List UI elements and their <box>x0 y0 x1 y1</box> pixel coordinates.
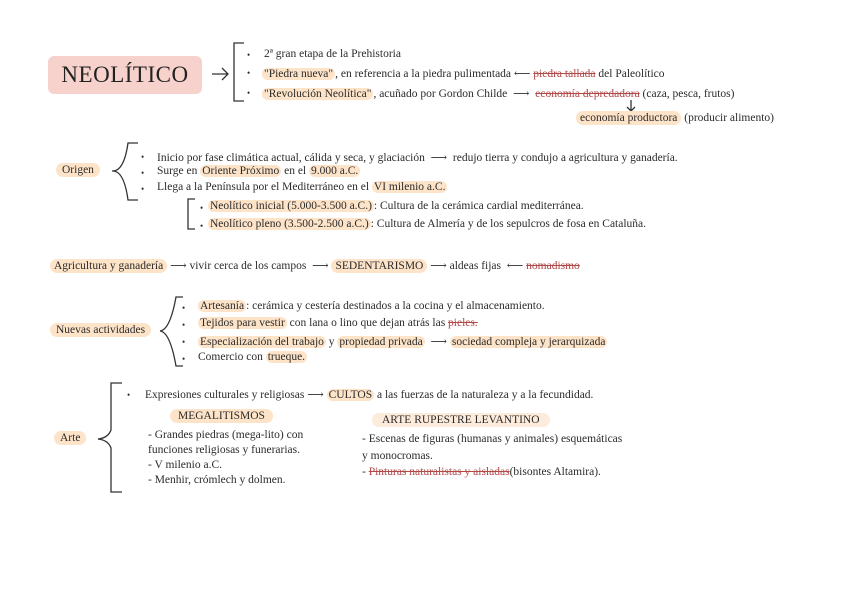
origen-sub-2: Neolítico pleno (3.500-2.500 a.C.) : Cultura de Almería y de los sepulcros de fosa en Cataluña. <box>210 218 647 230</box>
rupestre-title: ARTE RUPESTRE LEVANTINO <box>372 414 550 426</box>
bullet-icon: • <box>247 88 251 98</box>
bullet-icon: • <box>200 203 204 213</box>
tag-nuevas-actividades: Nuevas actividades <box>50 323 151 337</box>
highlight-revolucion: "Revolución Neolítica" <box>264 88 372 100</box>
tag-origen: Origen <box>56 163 100 177</box>
right-arrow-icon: ⟶ <box>510 88 533 100</box>
origen-line-3: Llega a la Península por el Mediterráneo en el VI milenio a.C. <box>157 181 446 193</box>
rupestre-line-3: - Pinturas naturalistas y aisladas(bisontes Altamira). <box>362 466 601 478</box>
bullet-icon: • <box>182 337 186 347</box>
megal-line-1: - Grandes piedras (mega-lito) con <box>148 429 304 441</box>
right-arrow-icon: ⟶ <box>430 260 447 272</box>
rupestre-line-1: - Escenas de figuras (humanas y animales) esquemáticas <box>362 433 623 445</box>
intro-brace <box>234 43 244 101</box>
right-arrow-icon: ⟶ <box>427 152 451 164</box>
origen-line-1: Inicio por fase climática actual, cálida y seca, y glaciación ⟶ redujo tierra y condujo a agricultura y ganadería. <box>157 152 678 164</box>
megal-line-3: - V milenio a.C. <box>148 459 223 471</box>
strike-piedra-tallada: piedra tallada <box>533 68 596 80</box>
tag-agricultura: Agricultura y ganadería <box>50 259 167 273</box>
nuevas-brace <box>160 297 186 366</box>
bullet-icon: • <box>182 303 186 313</box>
nuevas-line-4: Comercio con trueque. <box>198 351 306 363</box>
agricultura-line: Agricultura y ganadería ⟶ vivir cerca de los campos ⟶ SEDENTARISMO ⟶ aldeas fijas ⟵ nomadismo <box>50 258 580 272</box>
bullet-icon: • <box>182 320 186 330</box>
page-title: NEOLÍTICO <box>48 56 202 94</box>
left-arrow-icon: ⟵ <box>513 68 531 80</box>
megal-line-2: funciones religiosas y funerarias. <box>148 444 301 456</box>
highlight-piedra-nueva: "Piedra nueva" <box>264 68 334 80</box>
strike-economia-depredadora: economía depredadora <box>535 88 640 100</box>
arte-line-1: Expresiones culturales y religiosas ⟶ CULTOS a las fuerzas de la naturaleza y a la fecundidad. <box>145 389 594 401</box>
intro-line-1: 2ª gran etapa de la Prehistoria <box>264 48 401 60</box>
origen-line-2: Surge en Oriente Próximo en el 9.000 a.C. <box>157 165 359 177</box>
intro-line-2: "Piedra nueva" , en referencia a la piedra pulimentada ⟵ piedra tallada del Paleolítico <box>264 68 665 80</box>
economia-productora: economía productora (producir alimento) <box>576 112 774 124</box>
bullet-icon: • <box>247 50 251 60</box>
bullet-icon: • <box>141 184 145 194</box>
bullet-icon: • <box>247 68 251 78</box>
rupestre-line-2: y monocromas. <box>362 450 433 462</box>
right-arrow-icon: ⟶ <box>309 260 329 272</box>
intro-arrow <box>212 68 228 80</box>
right-arrow-icon: ⟶ <box>170 260 187 272</box>
origen-sub-brace <box>188 199 195 229</box>
down-arrow <box>627 100 635 111</box>
right-arrow-icon: ⟶ <box>307 389 324 401</box>
bullet-icon: • <box>182 354 186 364</box>
right-arrow-icon: ⟶ <box>427 336 447 348</box>
megalitismos-title: MEGALITISMOS <box>170 410 273 422</box>
bullet-icon: • <box>141 152 145 162</box>
nuevas-line-2: Tejidos para vestir con lana o lino que dejan atrás las pieles. <box>200 317 478 329</box>
bullet-icon: • <box>200 221 204 231</box>
nuevas-line-3: Especialización del trabajo y propiedad privada ⟶ sociedad compleja y jerarquizada <box>200 336 606 348</box>
arte-brace <box>98 383 122 492</box>
left-arrow-icon: ⟵ <box>503 260 524 272</box>
megal-line-4: - Menhir, crómlech y dolmen. <box>148 474 286 486</box>
nuevas-line-1: Artesanía : cerámica y cestería destinados a la cocina y el almacenamiento. <box>200 300 545 312</box>
origen-brace <box>112 143 138 200</box>
bullet-icon: • <box>141 168 145 178</box>
bullet-icon: • <box>127 390 131 400</box>
intro-line-3: "Revolución Neolítica" , acuñado por Gordon Childe ⟶ economía depredadora (caza, pesca, frutos) <box>264 88 735 100</box>
tag-arte: Arte <box>54 431 86 445</box>
origen-sub-1: Neolítico inicial (5.000-3.500 a.C.) : Cultura de la cerámica cardial mediterránea. <box>210 200 584 212</box>
